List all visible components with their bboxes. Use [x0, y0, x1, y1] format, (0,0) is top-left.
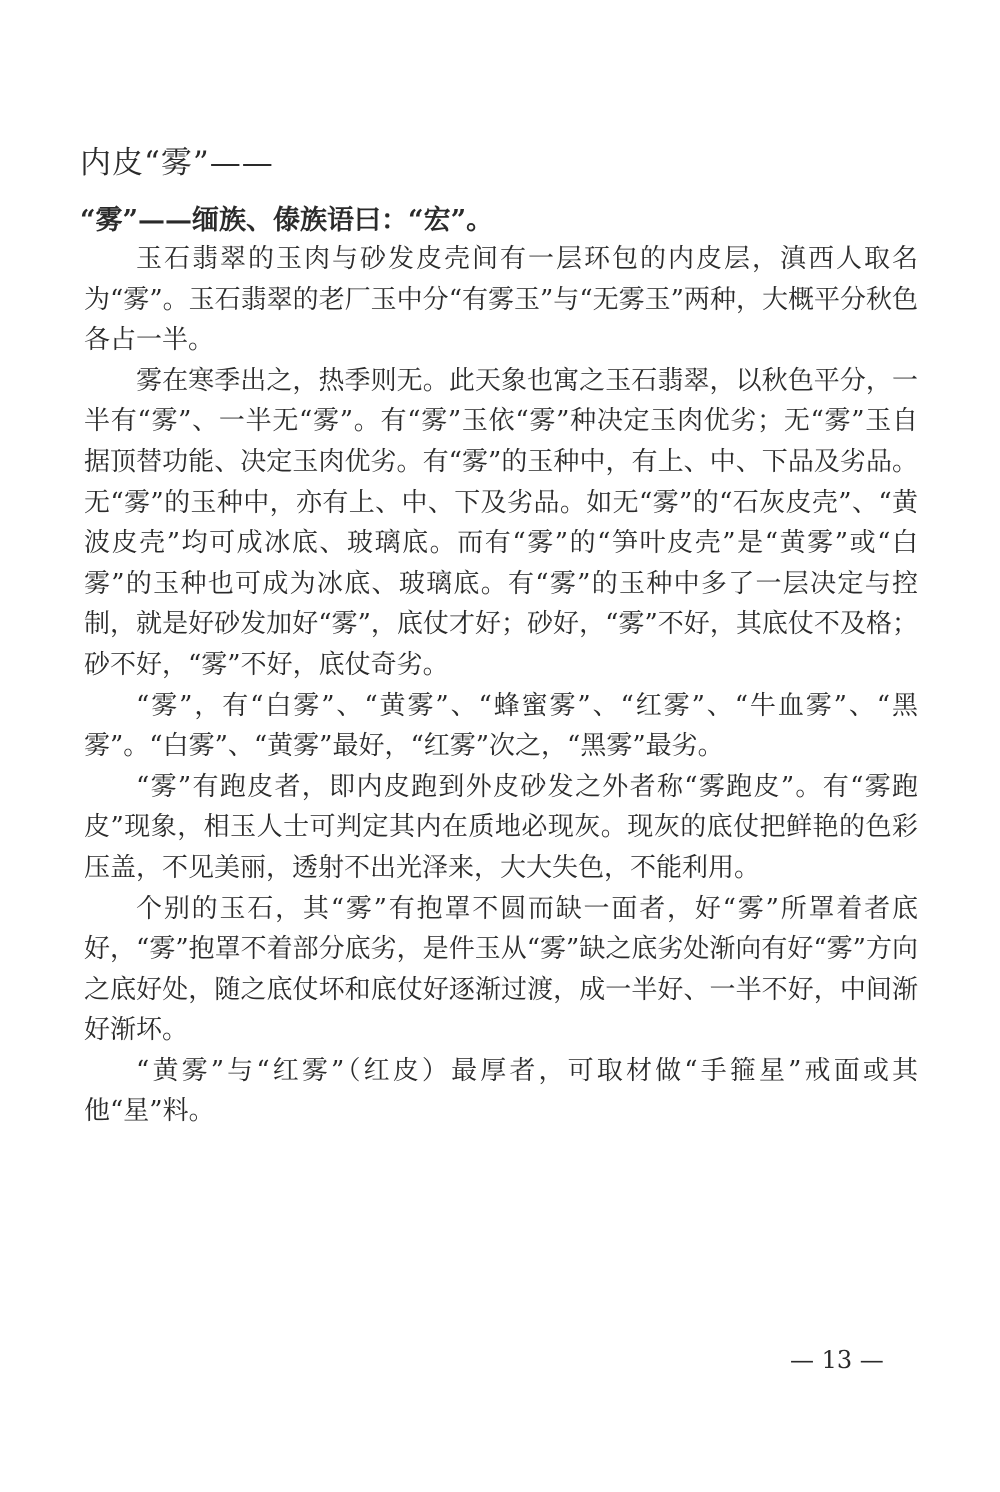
paragraph: 雾在寒季出之，热季则无。此天象也寓之玉石翡翠，以秋色平分，一半有“雾”、一半无“雾”。有“雾”玉依“雾”种决定玉肉优劣；无“雾”玉自据顶替功能、决定玉肉优劣。有“雾”的玉种中，有上、中、下品及劣品。无“雾”的玉种中，亦有上、中、下及劣品。如无“雾”的“石灰皮壳”、“黄波皮壳”均可成冰底、玻璃底。而有“雾”的“笋叶皮壳”是“黄雾”或“白雾”的玉种也可成为冰底、玻璃底。有“雾”的玉种中多了一层决定与控制，就是好砂发加好“雾”，底仗才好；砂好，“雾”不好，其底仗不及格；砂不好，“雾”不好，底仗奇劣。: [84, 365, 918, 680]
paragraph: “雾”，有“白雾”、“黄雾”、“蜂蜜雾”、“红雾”、“牛血雾”、“黑雾”。“白雾”、“黄雾”最好，“红雾”次之，“黑雾”最劣。: [84, 690, 918, 762]
section-heading: 内皮“雾”——: [80, 145, 274, 181]
body-text: [84, 239, 918, 1132]
paragraph: 玉石翡翠的玉肉与砂发皮壳间有一层环包的内皮层，滇西人取名为“雾”。玉石翡翠的老厂玉中分“有雾玉”与“无雾玉”两种，大概平分秋色各占一半。: [84, 244, 918, 356]
page-number: — 13 —: [790, 1346, 884, 1374]
paragraph: 个别的玉石，其“雾”有抱罩不圆而缺一面者，好“雾”所罩着者底好，“雾”抱罩不着部分底劣，是件玉从“雾”缺之底劣处渐向有好“雾”方向之底好处，随之底仗坏和底仗好逐渐过渡，成一半好、一半不好，中间渐好渐坏。: [84, 893, 918, 1046]
section-subheading: “雾”——缅族、傣族语曰：“宏”。: [80, 205, 494, 236]
paragraph: “雾”有跑皮者，即内皮跑到外皮砂发之外者称“雾跑皮”。有“雾跑皮”现象，相玉人士可判定其内在质地必现灰。现灰的底仗把鲜艳的色彩压盖，不见美丽，透射不出光泽来，大大失色，不能利用。: [84, 771, 918, 883]
paragraph: “黄雾”与“红雾”（红皮）最厚者，可取材做“手箍星”戒面或其他“星”料。: [84, 1055, 918, 1127]
